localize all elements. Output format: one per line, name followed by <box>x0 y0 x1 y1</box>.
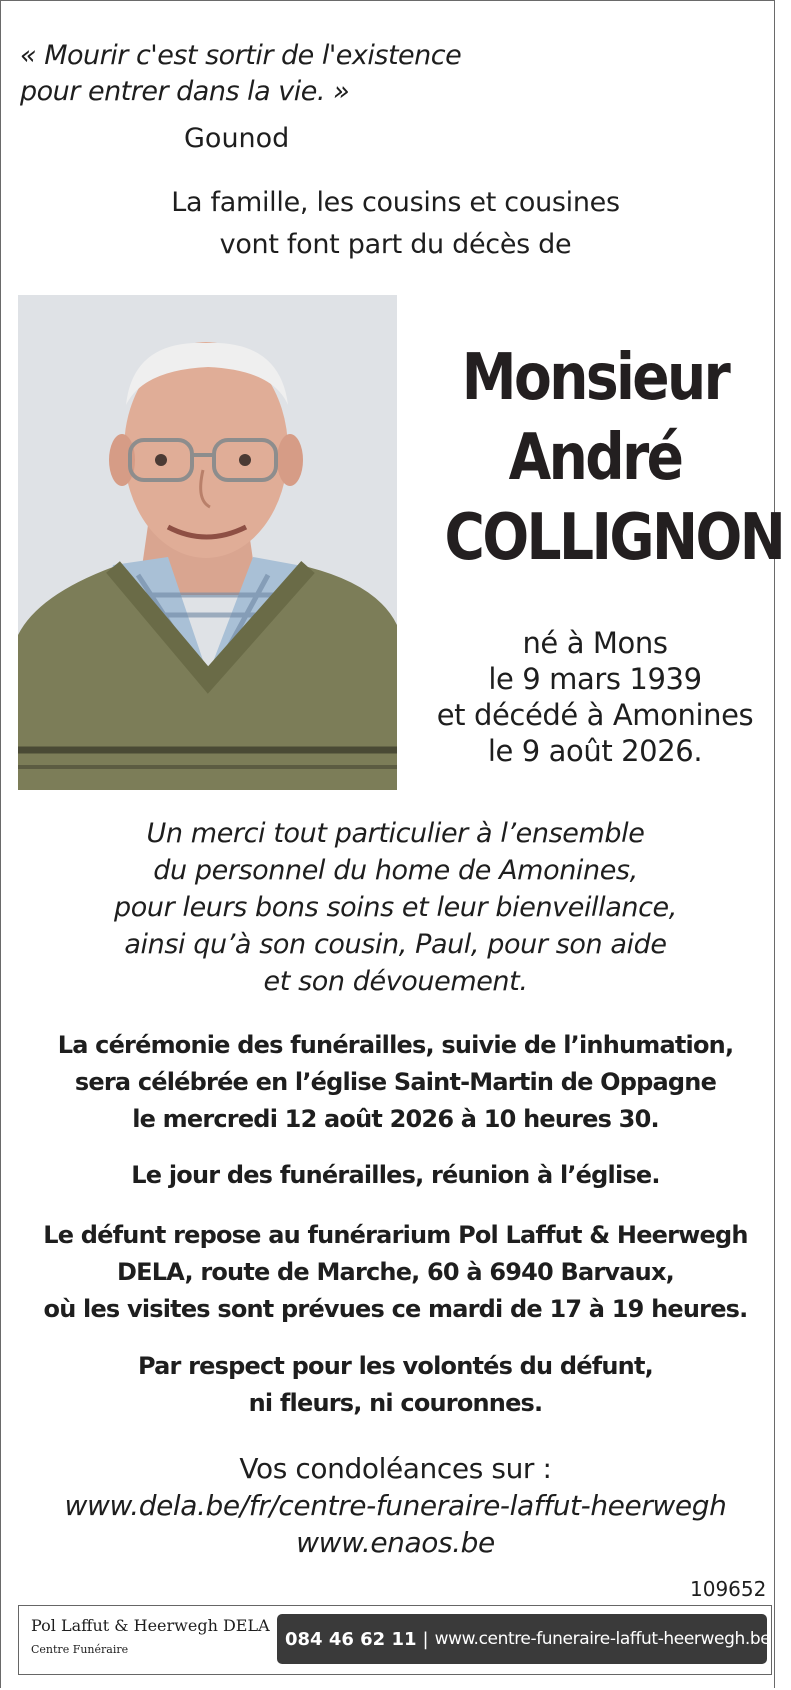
deceased-name <box>444 338 784 578</box>
thanks-paragraph <box>0 815 791 1000</box>
intro-line-1: La famille, les cousins et cousines <box>171 187 620 218</box>
portrait-illustration <box>18 295 397 790</box>
funeral-home-footer <box>18 1605 772 1675</box>
birth-death-info <box>420 625 770 769</box>
death-date: le 9 août 2026. <box>487 734 703 768</box>
ceremony-line: le mercredi 12 août 2026 à 10 heures 30. <box>132 1105 659 1133</box>
website-link[interactable]: www.centre-funeraire-laffut-heerwegh.be <box>434 1629 771 1649</box>
condolences-url-dela[interactable]: www.dela.be/fr/centre-funeraire-laffut-heerwegh <box>64 1489 727 1522</box>
condolences-label: Vos condoléances sur : <box>239 1452 552 1485</box>
reference-number: 109652 <box>690 1577 767 1601</box>
visits-line: DELA, route de Marche, 60 à 6940 Barvaux, <box>117 1258 674 1286</box>
visits-info <box>0 1217 791 1328</box>
visits-line: Le défunt repose au funérarium Pol Laffut & Heerwegh <box>43 1221 748 1249</box>
funeral-home-subtitle: Centre Funéraire <box>31 1643 129 1656</box>
thanks-line: et son dévouement. <box>263 966 528 997</box>
visits-line: où les visites sont prévues ce mardi de 17 à 19 heures. <box>43 1295 748 1323</box>
announcement-intro <box>0 182 791 266</box>
birth-date: le 9 mars 1939 <box>488 662 702 696</box>
thanks-line: du personnel du home de Amonines, <box>153 855 638 886</box>
phone-number[interactable]: 084 46 62 11 <box>285 1628 417 1650</box>
ceremony-line: La cérémonie des funérailles, suivie de l’inhumation, <box>57 1031 734 1059</box>
epigraph-quote <box>20 38 461 110</box>
thanks-line: pour leurs bons soins et leur bienveillance, <box>114 892 677 923</box>
death-place: et décédé à Amonines <box>436 698 754 732</box>
intro-line-2: vont font part du décès de <box>219 229 572 260</box>
quote-line-2: pour entrer dans la vie. » <box>20 76 350 107</box>
meeting-info: Le jour des funérailles, réunion à l’église. <box>131 1161 660 1189</box>
respect-line: Par respect pour les volontés du défunt, <box>138 1352 653 1380</box>
portrait-photo <box>18 295 397 790</box>
deceased-first-name: André <box>508 421 682 495</box>
condolences-url-enaos[interactable]: www.enaos.be <box>296 1526 495 1559</box>
ceremony-line: sera célébrée en l’église Saint-Martin de Oppagne <box>74 1068 717 1096</box>
separator: | <box>422 1628 429 1650</box>
ceremony-info <box>0 1027 791 1138</box>
thanks-line: ainsi qu’à son cousin, Paul, pour son aide <box>124 929 667 960</box>
thanks-line: Un merci tout particulier à l’ensemble <box>146 818 645 849</box>
deceased-title: Monsieur <box>461 341 729 415</box>
contact-bar <box>277 1614 771 1664</box>
funeral-home-brand: Pol Laffut & Heerwegh DELA <box>31 1616 270 1635</box>
deceased-last-name: COLLIGNON <box>444 501 784 575</box>
respect-line: ni fleurs, ni couronnes. <box>248 1389 543 1417</box>
respect-info <box>0 1348 791 1422</box>
condolences <box>0 1450 791 1561</box>
quote-line-1: « Mourir c'est sortir de l'existence <box>20 40 462 71</box>
quote-author: Gounod <box>184 123 290 154</box>
birth-place: né à Mons <box>522 626 668 660</box>
